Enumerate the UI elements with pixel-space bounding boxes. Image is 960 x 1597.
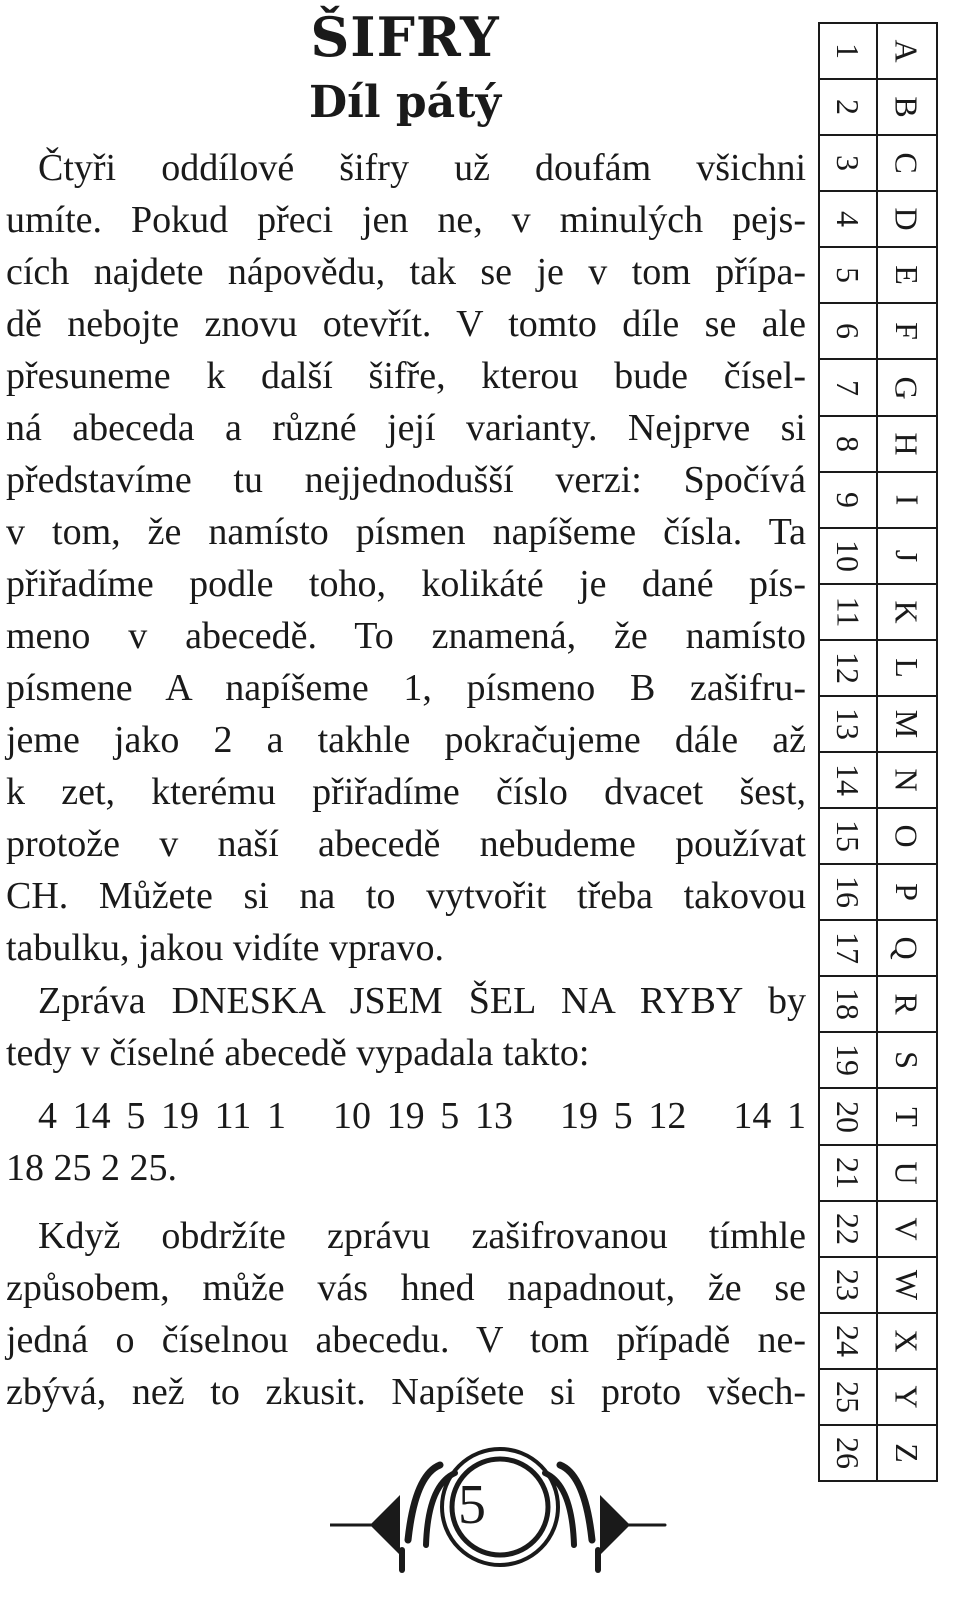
paragraph-decoding <box>6 1210 806 1418</box>
text-line: způsobem, může vás hned napadnout, že se <box>6 1267 806 1309</box>
paragraph-example-message <box>6 975 806 1079</box>
table-letter: I <box>889 494 925 505</box>
table-row <box>820 1033 936 1089</box>
table-letter: C <box>889 152 925 174</box>
table-row <box>820 360 936 416</box>
table-number: 1 <box>830 43 866 60</box>
table-number: 12 <box>830 651 866 684</box>
table-letter: Q <box>888 936 925 960</box>
table-letter: D <box>888 207 925 231</box>
table-row <box>820 697 936 753</box>
text-line: CH. Můžete si na to vytvořit třeba takovou <box>6 875 806 917</box>
table-letter: P <box>888 883 925 902</box>
table-row <box>820 24 936 80</box>
table-letter: L <box>888 658 925 678</box>
table-number: 15 <box>830 820 866 853</box>
table-letter: B <box>889 96 925 118</box>
table-letter: W <box>888 1269 925 1300</box>
cipher-table <box>818 22 938 1482</box>
table-letter: A <box>888 39 925 63</box>
paragraph-encoded-message <box>6 1090 806 1194</box>
table-letter: G <box>888 375 925 400</box>
table-letter: N <box>888 768 925 792</box>
text-line: tedy v číselné abecedě vypadala takto: <box>6 1032 590 1074</box>
text-line: představíme tu nejjednodušší verzi: Spočívá <box>6 459 806 501</box>
text-line: dě nebojte znovu otevřít. V tomto díle se ale <box>6 303 806 345</box>
table-letter: H <box>888 432 925 456</box>
text-line: přesuneme k další šifře, kterou bude čísel- <box>6 355 806 397</box>
table-row <box>820 529 936 585</box>
table-number: 18 <box>830 988 866 1021</box>
text-line: přiřadíme podle toho, kolikáté je dané pís- <box>6 563 806 605</box>
text-line: cích najdete nápovědu, tak se je v tom přípa- <box>6 251 806 293</box>
text-line: jeme jako 2 a takhle pokračujeme dále až <box>6 719 806 761</box>
table-number: 9 <box>830 491 866 508</box>
table-number: 23 <box>830 1268 866 1301</box>
table-row <box>820 1314 936 1370</box>
table-letter: J <box>888 549 925 562</box>
text-line: jedná o číselnou abecedu. V tom případě ne- <box>6 1319 806 1361</box>
text-line: v tom, že namísto písmen napíšeme čísla. Ta <box>6 511 806 553</box>
table-letter: R <box>889 993 925 1016</box>
table-row <box>820 1089 936 1145</box>
table-letter: F <box>888 322 925 341</box>
table-row <box>820 585 936 641</box>
table-row <box>820 1370 936 1426</box>
table-row <box>820 809 936 865</box>
table-row <box>820 473 936 529</box>
table-number: 6 <box>830 323 866 340</box>
page-number: 5 <box>458 1474 486 1536</box>
text-line: zbývá, než to zkusit. Napíšete si proto všech- <box>6 1371 806 1413</box>
text-line: 18 25 2 25. <box>6 1147 177 1189</box>
table-number: 17 <box>830 932 866 965</box>
table-row <box>820 304 936 360</box>
text-line: k zet, kterému přiřadíme číslo dvacet šest, <box>6 771 806 813</box>
table-number: 13 <box>830 707 866 740</box>
table-letter: U <box>888 1161 925 1185</box>
table-row <box>820 136 936 192</box>
text-line: Když obdržíte zprávu zašifrovanou tímhle <box>38 1215 806 1257</box>
article-title: ŠIFRY <box>310 5 500 69</box>
table-number: 26 <box>830 1436 866 1469</box>
table-letter: S <box>888 1051 925 1070</box>
table-letter: O <box>888 824 925 848</box>
table-letter: K <box>888 600 925 624</box>
table-number: 20 <box>830 1100 866 1133</box>
table-number: 14 <box>830 764 866 797</box>
text-line: Čtyři oddílové šifry už doufám všichni <box>38 147 806 189</box>
text-line: protože v naší abecedě nebudeme používat <box>6 823 806 865</box>
text-line: tabulku, jakou vidíte vpravo. <box>6 927 444 969</box>
table-number: 22 <box>830 1212 866 1245</box>
table-row <box>820 417 936 473</box>
table-row <box>820 1426 936 1480</box>
table-letter: T <box>888 1106 925 1127</box>
table-row <box>820 921 936 977</box>
table-number: 8 <box>830 435 866 452</box>
table-number: 4 <box>830 211 866 228</box>
table-row <box>820 977 936 1033</box>
table-letter: Z <box>888 1443 925 1463</box>
table-row <box>820 1146 936 1202</box>
table-number: 5 <box>830 267 866 284</box>
table-number: 21 <box>830 1156 866 1189</box>
table-number: 25 <box>830 1380 866 1413</box>
table-number: 11 <box>830 596 866 628</box>
table-number: 24 <box>830 1324 866 1357</box>
text-line: 4 14 5 19 11 1 10 19 5 13 19 5 12 14 1 <box>38 1095 806 1137</box>
table-row <box>820 1258 936 1314</box>
table-letter: X <box>888 1329 925 1353</box>
table-number: 16 <box>830 876 866 909</box>
table-row <box>820 192 936 248</box>
table-row <box>820 80 936 136</box>
text-line: Zpráva DNESKA JSEM ŠEL NA RYBY by <box>38 980 806 1022</box>
text-line: meno v abecedě. To znamená, že namísto <box>6 615 806 657</box>
table-number: 3 <box>830 155 866 172</box>
paragraph-intro <box>6 142 806 974</box>
table-row <box>820 865 936 921</box>
table-number: 19 <box>830 1044 866 1077</box>
table-row <box>820 753 936 809</box>
table-letter: M <box>888 709 925 739</box>
table-letter: Y <box>888 1385 925 1409</box>
table-number: 10 <box>830 539 866 572</box>
text-line: ná abeceda a různé její varianty. Nejprve si <box>6 407 806 449</box>
table-row <box>820 248 936 304</box>
table-number: 2 <box>830 99 866 116</box>
article-subtitle: Díl pátý <box>308 77 502 128</box>
text-line: umíte. Pokud přeci jen ne, v minulých pejs- <box>6 199 806 241</box>
text-line: písmene A napíšeme 1, písmeno B zašifru- <box>6 667 806 709</box>
table-letter: E <box>888 265 925 286</box>
table-row <box>820 641 936 697</box>
table-row <box>820 1202 936 1258</box>
table-letter: V <box>888 1217 925 1241</box>
table-number: 7 <box>830 379 866 396</box>
